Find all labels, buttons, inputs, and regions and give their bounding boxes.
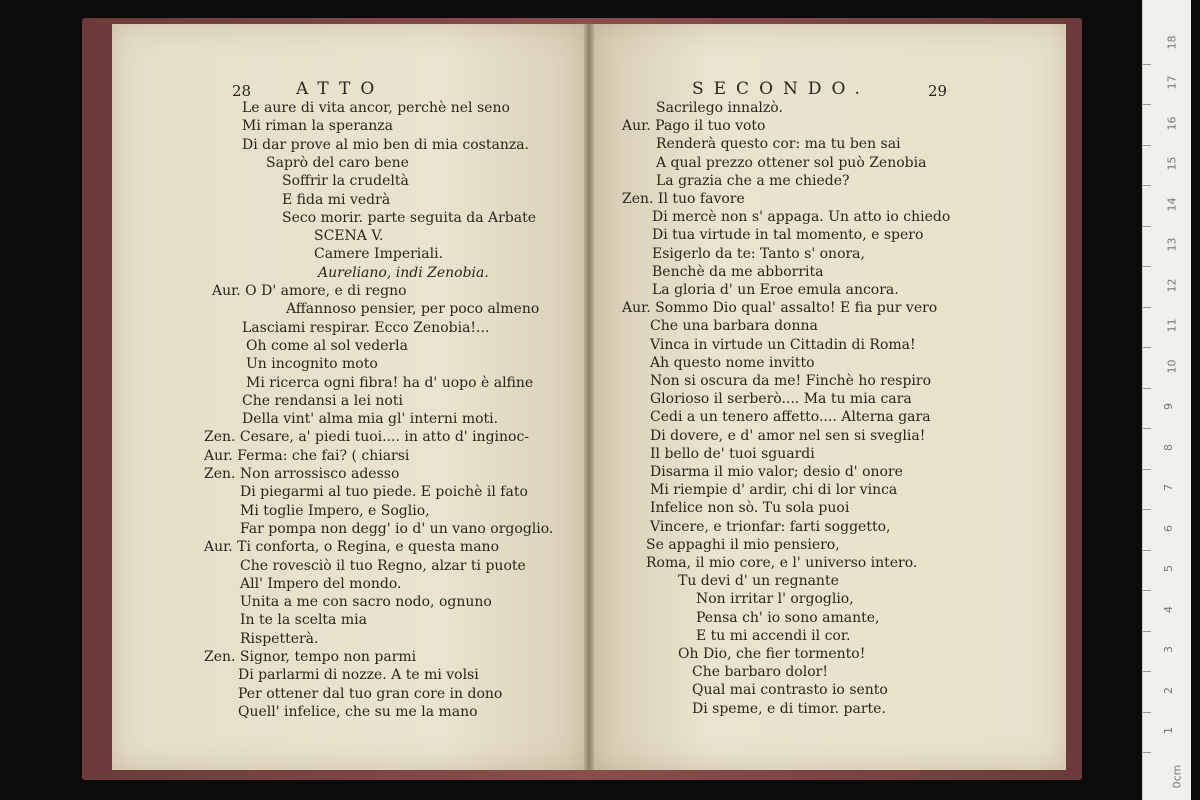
text-line: Che rovesciò il tuo Regno, alzar ti puote xyxy=(240,557,526,574)
ruler-tick xyxy=(1143,631,1151,632)
ruler-tick xyxy=(1143,469,1151,470)
ruler-tick xyxy=(1143,752,1151,753)
text-line: Zen. Cesare, a' piedi tuoi.... in atto d' inginoc- xyxy=(204,429,530,446)
text-line: Soffrir la crudeltà xyxy=(282,173,409,190)
text-line: Ah questo nome invitto xyxy=(650,354,815,371)
text-line: In te la scelta mia xyxy=(240,612,367,629)
ruler-tick xyxy=(1143,428,1151,429)
book-gutter xyxy=(584,24,594,770)
text-line: Oh Dio, che fier tormento! xyxy=(678,646,866,662)
text-line: Della vint' alma mia gl' interni moti. xyxy=(242,411,499,428)
ruler-label: 4 xyxy=(1162,605,1175,613)
text-line: Benchè da me abborrita xyxy=(652,263,824,280)
ruler-tick xyxy=(1143,307,1151,308)
right-running-head: SECONDO. xyxy=(692,79,870,99)
text-line: Se appaghi il mio pensiero, xyxy=(646,536,840,553)
ruler-label: 5 xyxy=(1162,565,1175,572)
ruler-tick xyxy=(1143,388,1151,389)
ruler-label: 8 xyxy=(1162,443,1175,451)
text-line: La grazia che a me chiede? xyxy=(656,172,850,189)
left-page-number: 28 xyxy=(232,82,252,100)
left-running-head: ATTO xyxy=(296,79,385,99)
text-line: Far pompa non degg' io d' un vano orgoglio. xyxy=(240,520,554,537)
text-line: Vincere, e trionfar: farti soggetto, xyxy=(650,518,891,535)
ruler-label: 1 xyxy=(1162,727,1175,734)
ruler-label: 10 xyxy=(1165,359,1179,373)
text-line: Le aure di vita ancor, perchè nel seno xyxy=(242,100,510,116)
ruler-tick xyxy=(1143,185,1151,186)
text-line: Tu devi d' un regnante xyxy=(678,573,839,590)
text-line: Aur. Ti conforta, o Regina, e questa mano xyxy=(204,539,499,556)
ruler-tick xyxy=(1143,347,1151,348)
text-line: Mi ricerca ogni fibra! ha d' uopo è alfine xyxy=(246,374,534,391)
text-line: Mi riman la speranza xyxy=(242,118,394,135)
ruler-label: 13 xyxy=(1165,237,1179,252)
right-page-number: 29 xyxy=(928,82,948,100)
text-line: Che una barbara donna xyxy=(650,318,818,335)
text-line: Di dovere, e d' amor nel sen si sveglia! xyxy=(650,427,926,444)
text-line: Di dar prove al mio ben di mia costanza. xyxy=(242,136,530,153)
text-line: La gloria d' un Eroe emula ancora. xyxy=(652,282,899,298)
text-line: E tu mi accendi il cor. xyxy=(696,627,851,644)
text-line: Aureliano, indi Zenobia. xyxy=(318,264,489,281)
text-line: Saprò del caro bene xyxy=(266,154,409,171)
text-line: Mi toglie Impero, e Soglio, xyxy=(240,502,430,519)
text-line: Zen. Non arrossisco adesso xyxy=(204,466,400,482)
text-line: Sacrilego innalzò. xyxy=(656,100,783,116)
ruler-tick xyxy=(1143,64,1151,65)
ruler-label: 11 xyxy=(1165,318,1179,333)
ruler-label: 18 xyxy=(1165,35,1179,49)
text-line: Di parlarmi di nozze. A te mi volsi xyxy=(238,667,479,684)
text-line: Vinca in virtude un Cittadin di Roma! xyxy=(650,336,916,353)
text-line: E fida mi vedrà xyxy=(282,191,391,208)
text-line: Pensa ch' io sono amante, xyxy=(696,609,880,626)
ruler-label: 14 xyxy=(1165,197,1179,211)
text-line: All' Impero del mondo. xyxy=(240,575,402,592)
ruler-tick xyxy=(1143,509,1151,510)
text-line: Di mercè non s' appaga. Un atto io chiedo xyxy=(652,209,951,226)
text-line: SCENA V. xyxy=(314,228,384,245)
ruler-label: 16 xyxy=(1165,116,1179,130)
text-line: Per ottener dal tuo gran core in dono xyxy=(238,685,503,702)
text-line: Che rendansi a lei noti xyxy=(242,392,403,409)
text-line: Lasciami respirar. Ecco Zenobia!... xyxy=(242,319,490,336)
measuring-ruler xyxy=(1142,0,1191,800)
text-line: Affannoso pensier, per poco almeno xyxy=(286,301,540,318)
ruler-tick xyxy=(1143,712,1151,713)
text-line: Aur. Ferma: che fai? ( chiarsi xyxy=(204,447,410,464)
text-line: Che barbaro dolor! xyxy=(692,664,828,681)
ruler-tick xyxy=(1143,145,1151,146)
text-line: Di speme, e di timor. parte. xyxy=(692,700,886,717)
text-line: Infelice non sò. Tu sola puoi xyxy=(650,500,850,517)
ruler-tick xyxy=(1143,266,1151,267)
text-line: Aur. Pago il tuo voto xyxy=(622,118,766,135)
text-line: Qual mai contrasto io sento xyxy=(692,682,888,699)
text-line: Il bello de' tuoi sguardi xyxy=(650,445,815,462)
text-line: Non si oscura da me! Finchè ho respiro xyxy=(650,373,932,389)
text-line: Roma, il mio core, e l' universo intero. xyxy=(646,555,918,571)
text-line: Mi riempie d' ardir, chi di lor vinca xyxy=(650,482,898,499)
ruler-tick xyxy=(1143,590,1151,591)
ruler-tick xyxy=(1143,104,1151,105)
ruler-label: 7 xyxy=(1162,484,1175,491)
ruler-label: 12 xyxy=(1165,278,1179,292)
ruler-label: 15 xyxy=(1165,156,1179,171)
ruler-label: 6 xyxy=(1162,524,1175,532)
text-line: Glorioso il serberò.... Ma tu mia cara xyxy=(650,391,912,408)
text-line: A qual prezzo ottener sol può Zenobia xyxy=(656,154,927,171)
text-line: Esigerlo da te: Tanto s' onora, xyxy=(652,245,865,262)
text-line: Un incognito moto xyxy=(246,356,378,373)
ruler-label: 3 xyxy=(1162,646,1175,653)
ruler-tick xyxy=(1143,671,1151,672)
text-line: Aur. Sommo Dio qual' assalto! E fia pur vero xyxy=(622,300,938,317)
ruler-label: 2 xyxy=(1162,686,1175,694)
text-line: Di tua virtude in tal momento, e spero xyxy=(652,227,924,244)
text-line: Rispetterà. xyxy=(240,630,319,647)
ruler-unit-label: 0cm xyxy=(1170,764,1184,789)
text-line: Di piegarmi al tuo piede. E poichè il fato xyxy=(240,484,528,501)
text-line: Seco morir. parte seguita da Arbate xyxy=(282,209,537,226)
ruler-label: 9 xyxy=(1162,403,1175,410)
ruler-tick xyxy=(1143,226,1151,227)
text-line: Non irritar l' orgoglio, xyxy=(696,591,854,608)
text-line: Disarma il mio valor; desio d' onore xyxy=(650,464,903,480)
text-line: Camere Imperiali. xyxy=(314,246,444,263)
text-line: Quell' infelice, che su me la mano xyxy=(238,703,478,720)
text-line: Unita a me con sacro nodo, ognuno xyxy=(240,594,492,611)
text-line: Zen. Signor, tempo non parmi xyxy=(204,649,417,665)
text-line: Zen. Il tuo favore xyxy=(622,191,745,207)
text-line: Cedi a un tenero affetto.... Alterna gara xyxy=(650,409,931,426)
text-line: Oh come al sol vederla xyxy=(246,337,408,354)
ruler-label: 17 xyxy=(1165,75,1179,90)
ruler-tick xyxy=(1143,550,1151,551)
text-line: Aur. O D' amore, e di regno xyxy=(212,283,407,299)
text-line: Renderà questo cor: ma tu ben sai xyxy=(656,136,901,153)
